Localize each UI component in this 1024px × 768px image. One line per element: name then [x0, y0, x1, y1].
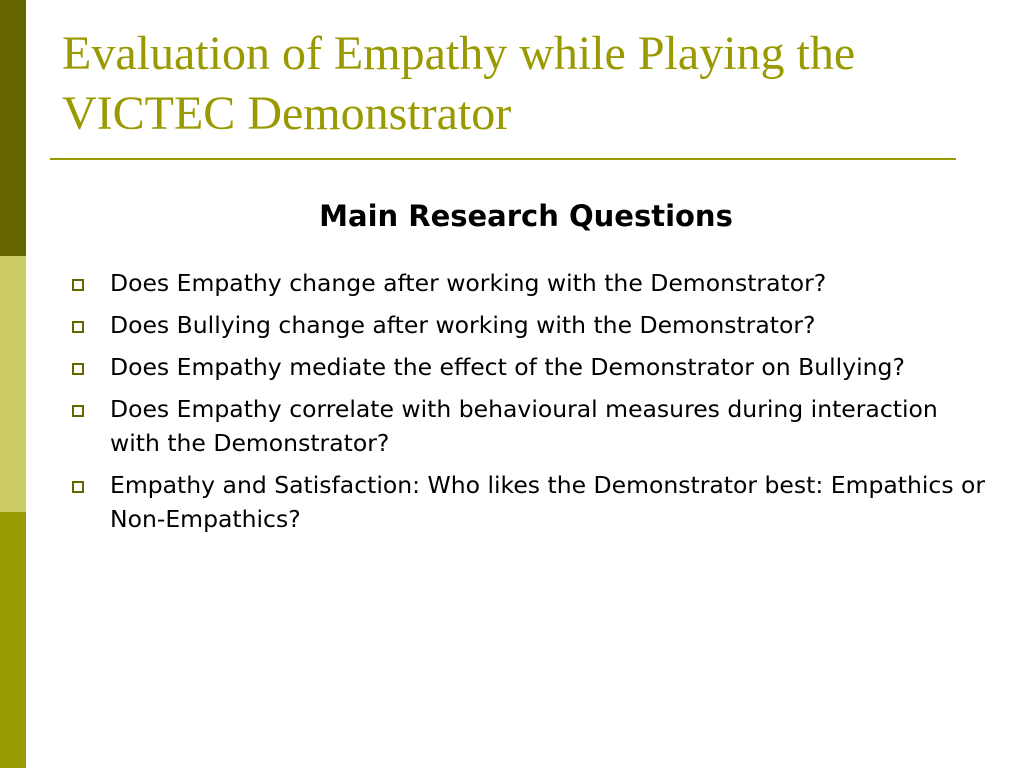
- bullet-text: Does Empathy correlate with behavioural measures during interaction with the Demonstrator?: [110, 395, 938, 457]
- slide-subtitle: Main Research Questions: [319, 199, 733, 233]
- bullet-text: Does Empathy change after working with the Demonstrator?: [110, 269, 827, 297]
- bullet-item: [68, 350, 988, 384]
- bullet-item: [68, 468, 988, 536]
- bullet-item: [68, 266, 988, 300]
- side-bar-top: [0, 0, 26, 256]
- hollow-square-bullet-icon: [72, 279, 84, 291]
- hollow-square-bullet-icon: [72, 321, 84, 333]
- bullet-item: [68, 392, 988, 460]
- bullet-text: Does Empathy mediate the effect of the Demonstrator on Bullying?: [110, 353, 905, 381]
- bullet-text: Empathy and Satisfaction: Who likes the Demonstrator best: Empathics or Non-Empathics?: [110, 471, 986, 533]
- bullet-text: Does Bullying change after working with the Demonstrator?: [110, 311, 816, 339]
- hollow-square-bullet-icon: [72, 363, 84, 375]
- slide-title: Evaluation of Empathy while Playing the VICTEC Demonstrator: [62, 27, 856, 140]
- bullet-item: [68, 308, 988, 342]
- side-bar-bottom: [0, 512, 26, 768]
- title-divider: [50, 158, 956, 160]
- side-bar-middle: [0, 256, 26, 512]
- bullet-list: [68, 266, 988, 544]
- hollow-square-bullet-icon: [72, 405, 84, 417]
- hollow-square-bullet-icon: [72, 481, 84, 493]
